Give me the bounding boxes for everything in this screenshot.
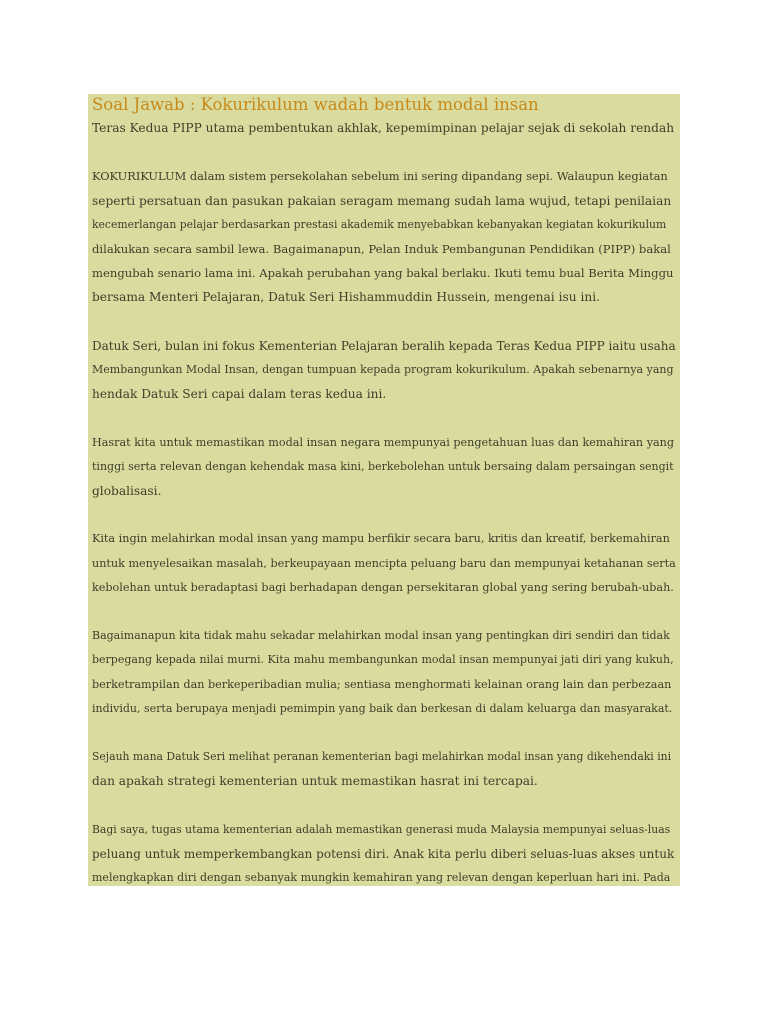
article-body bbox=[92, 164, 676, 886]
paragraph-line: mengubah senario lama ini. Apakah perubahan yang bakal berlaku. Ikuti temu bual Berita Minggu bbox=[92, 266, 674, 281]
article-paragraph bbox=[92, 527, 676, 600]
paragraph-line: kecemerlangan pelajar berdasarkan prestasi akademik menyebabkan kebanyakan kegiatan kokurikulum bbox=[92, 217, 667, 231]
article-paragraph bbox=[92, 334, 676, 407]
paragraph-line: Bagi saya, tugas utama kementerian adalah memastikan generasi muda Malaysia mempunyai seluas-luas bbox=[92, 822, 671, 836]
paragraph-line: tinggi serta relevan dengan kehendak masa kini, berkebolehan untuk bersaing dalam persaingan sengit bbox=[92, 459, 674, 473]
article-panel bbox=[88, 94, 680, 886]
article-paragraph bbox=[92, 745, 676, 793]
paragraph-line: seperti persatuan dan pasukan pakaian seragam memang sudah lama wujud, tetapi penilaian bbox=[92, 193, 672, 208]
paragraph-line: Membangunkan Modal Insan, dengan tumpuan kepada program kokurikulum. Apakah sebenarnya yang bbox=[92, 363, 674, 376]
paragraph-line: dilakukan secara sambil lewa. Bagaimanapun, Pelan Induk Pembangunan Pendidikan (PIPP) bakal bbox=[92, 242, 671, 256]
article-paragraph bbox=[92, 164, 676, 309]
paragraph-line: Kita ingin melahirkan modal insan yang mampu berfikir secara baru, kritis dan kreatif, berkemahiran bbox=[92, 532, 670, 546]
article-title: Soal Jawab : Kokurikulum wadah bentuk modal insan bbox=[92, 95, 539, 114]
article-subtitle: Teras Kedua PIPP utama pembentukan akhlak, kepemimpinan pelajar sejak di sekolah rendah bbox=[92, 121, 675, 135]
paragraph-line: melengkapkan diri dengan sebanyak mungkin kemahiran yang relevan dengan keperluan hari ini. Pada bbox=[92, 871, 671, 885]
paragraph-line: Sejauh mana Datuk Seri melihat peranan kementerian bagi melahirkan modal insan yang dikehendaki ini bbox=[92, 750, 672, 764]
paragraph-line: kebolehan untuk beradaptasi bagi berhadapan dengan persekitaran global yang sering berubah-ubah. bbox=[92, 580, 674, 594]
paragraph-line: Hasrat kita untuk memastikan modal insan negara mempunyai pengetahuan luas dan kemahiran yang bbox=[92, 435, 675, 449]
paragraph-line: untuk menyelesaikan masalah, berkeupayaan mencipta peluang baru dan mempunyai ketahanan serta bbox=[92, 556, 676, 570]
paragraph-line: dan apakah strategi kementerian untuk memastikan hasrat ini tercapai. bbox=[92, 774, 538, 789]
article-paragraph bbox=[92, 818, 676, 886]
paragraph-line: berketrampilan dan berkeperibadian mulia; sentiasa menghormati kelainan orang lain dan perbezaan bbox=[92, 677, 672, 691]
paragraph-line: Bagaimanapun kita tidak mahu sekadar melahirkan modal insan yang pentingkan diri sendiri dan tidak bbox=[92, 629, 670, 643]
paragraph-line: peluang untuk memperkembangkan potensi diri. Anak kita perlu diberi seluas-luas akses untuk bbox=[92, 846, 675, 861]
paragraph-line: Datuk Seri, bulan ini fokus Kementerian Pelajaran beralih kepada Teras Kedua PIPP iaitu usaha bbox=[92, 338, 676, 353]
paragraph-line: individu, serta berupaya menjadi pemimpin yang baik dan berkesan di dalam keluarga dan masyarakat. bbox=[92, 701, 673, 715]
paragraph-line: berpegang kepada nilai murni. Kita mahu membangunkan modal insan mempunyai jati diri yang kukuh, bbox=[92, 653, 674, 667]
paragraph-line: hendak Datuk Seri capai dalam teras kedua ini. bbox=[92, 387, 387, 402]
paragraph-line: globalisasi. bbox=[92, 484, 162, 498]
paragraph-line: KOKURIKULUM dalam sistem persekolahan sebelum ini sering dipandang sepi. Walaupun kegiatan bbox=[92, 169, 668, 184]
article-paragraph bbox=[92, 431, 676, 504]
article-paragraph bbox=[92, 624, 676, 721]
paragraph-line: bersama Menteri Pelajaran, Datuk Seri Hishammuddin Hussein, mengenai isu ini. bbox=[92, 290, 600, 305]
